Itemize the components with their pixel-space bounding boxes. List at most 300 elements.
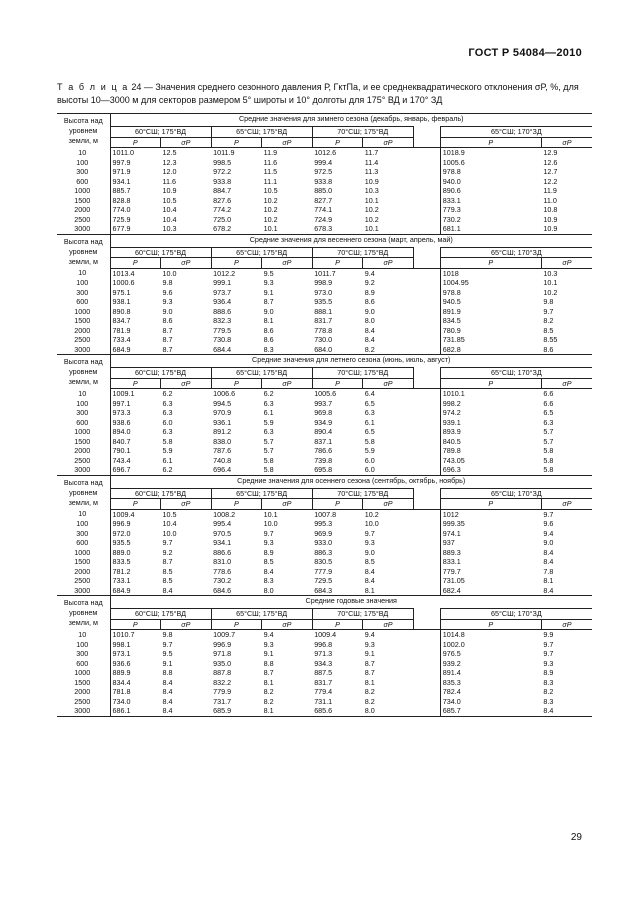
sigma-cell: 8.1 [263,677,274,687]
pressure-cell: 940.5 [440,297,541,307]
pressure-cell: 779.7 [440,567,541,577]
pressure-cell: 778.8 [314,325,333,335]
sigma-cell: 9.2 [162,547,173,557]
pressure-cell: 833.1 [440,196,541,206]
sigma-cell: 8.2 [263,696,274,706]
sector-label: 70°СШ; 175°ВД [312,609,413,620]
gap-cell [413,288,440,298]
sigma-cell: 8.4 [364,576,375,585]
table-caption-text: 24 — Значения среднего сезонного давления Р, ГктПа, и ее среднеквадратического отклонения σP, %, для высоты 10—3000 м для секторов размером 5° широты и 10° долготы для 175° ВД и 170° ЗД [57,82,579,105]
gap-cell [413,509,440,519]
sigma-cell: 8.4 [541,586,592,596]
pressure-cell: 1012.6 [314,148,337,157]
pressure-cell: 731.1 [314,696,333,706]
sigma-cell: 10.2 [263,205,278,214]
sigma-cell: 10.1 [263,509,278,519]
height-cell: 2000 [57,205,110,215]
pressure-cell: 1018.9 [440,148,541,158]
pressure-cell: 889.0 [112,547,131,557]
symbol-row [57,619,592,630]
pressure-cell: 997.9 [112,157,131,167]
sector-label: 65°СШ; 175°ВД [211,368,312,379]
height-cell: 100 [57,278,110,288]
sector-row [57,609,592,620]
pressure-cell: 833.5 [112,557,131,566]
pressure-cell: 1011.9 [213,148,235,157]
sector-row [57,247,592,258]
sigma-cell: 8.4 [162,696,173,706]
table-row [57,316,592,326]
pressure-cell: 934.1 [112,176,131,186]
sigma-cell: 8.7 [162,557,173,566]
pressure-cell: 731.05 [440,576,541,586]
height-cell: 1500 [57,437,110,447]
pressure-cell: 684.9 [110,345,161,355]
table-row [57,268,592,278]
sector-gap [413,368,440,379]
sigma-cell: 9.4 [543,528,554,538]
pressure-cell: 1018 [440,268,541,278]
height-cell: 3000 [57,465,110,475]
sigma-cell: 6.6 [543,389,554,398]
pressure-symbol: P [110,137,161,148]
sigma-cell: 12.3 [162,157,177,167]
sigma-cell: 10.3 [543,268,558,278]
sigma-cell: 6.0 [162,417,173,427]
pressure-cell: 684.4 [211,345,262,355]
pressure-cell: 978.8 [440,167,541,177]
pressure-cell: 685.9 [211,706,262,716]
height-cell: 1000 [57,548,110,558]
gap-cell [413,557,440,567]
sector-label: 65°СШ; 175°ВД [211,127,312,138]
sigma-cell: 10.2 [263,214,278,224]
pressure-cell: 696.7 [110,465,161,475]
pressure-cell: 837.1 [314,436,333,446]
height-cell: 2000 [57,687,110,697]
gap-cell [413,278,440,288]
pressure-cell: 1014.8 [440,630,541,640]
sigma-cell: 10.2 [364,205,379,214]
sigma-symbol: σP [161,137,212,148]
height-cell: 2500 [57,335,110,345]
sigma-symbol: σP [363,378,414,389]
pressure-cell: 936.6 [112,658,131,668]
height-cell: 2500 [57,456,110,466]
sigma-symbol: σP [262,619,313,630]
sigma-cell: 8.4 [541,706,592,716]
table-row [57,389,592,399]
sigma-cell: 9.1 [364,649,375,658]
pressure-cell: 1009.7 [213,630,236,639]
sigma-symbol: σP [363,619,414,630]
sigma-cell: 5.8 [263,455,274,465]
sigma-cell: 8.2 [263,687,274,696]
sigma-cell: 9.3 [364,538,375,547]
sigma-cell: 8.7 [162,335,173,344]
pressure-cell: 739.8 [314,455,333,465]
sigma-cell: 11.6 [162,176,177,186]
sigma-cell: 11.9 [543,186,557,195]
pressure-cell: 827.7 [314,195,333,205]
sigma-cell: 5.7 [543,436,554,446]
sigma-cell: 9.7 [263,528,274,538]
sigma-cell: 6.6 [543,398,554,408]
gap-cell [413,538,440,548]
sigma-cell: 11.0 [543,195,557,205]
sigma-symbol: σP [161,378,212,389]
sigma-cell: 10.1 [363,224,414,234]
pressure-symbol: P [440,137,541,148]
pressure-symbol: P [312,137,363,148]
sigma-cell: 8.0 [364,316,375,325]
gap-cell [413,678,440,688]
pressure-cell: 1010.7 [112,630,135,639]
pressure-cell: 995.3 [314,519,333,528]
pressure-cell: 997.1 [112,398,131,408]
table-row [57,224,592,234]
gap-cell [413,307,440,317]
sigma-cell: 10.9 [541,224,592,234]
sector-label: 60°СШ; 175°ВД [110,488,211,499]
pressure-cell: 733.4 [112,335,131,344]
sigma-cell: 9.1 [162,658,173,668]
pressure-cell: 730.2 [213,576,232,585]
sigma-cell: 8.7 [263,297,274,306]
table-row [57,668,592,678]
symbol-gap [413,258,440,269]
sigma-cell: 9.7 [543,509,554,519]
table-row [57,659,592,669]
sigma-cell: 10.2 [364,509,379,519]
sigma-cell: 8.6 [263,325,274,335]
gap-cell [413,706,440,716]
pressure-cell: 779.5 [213,325,232,335]
gap-cell [413,268,440,278]
pressure-cell: 774.2 [213,205,232,214]
sigma-cell: 8.1 [263,316,274,325]
sigma-cell: 8.4 [162,687,173,696]
block-title: Средние значения для весеннего сезона (март, апрель, май) [110,234,592,247]
table-row [57,278,592,288]
pressure-cell: 781.2 [112,566,131,576]
pressure-cell: 889.9 [112,668,131,677]
sigma-cell: 10.4 [162,519,177,528]
pressure-cell: 934.9 [314,417,333,427]
table-row [57,509,592,519]
pressure-cell: 779.4 [314,687,333,696]
sigma-cell: 6.2 [162,389,173,398]
pressure-cell: 1002.0 [440,640,541,650]
sigma-cell: 9.0 [543,538,554,547]
gap-cell [413,326,440,336]
sigma-cell: 10.1 [543,278,558,287]
sigma-cell: 10.8 [543,205,558,214]
pressure-cell: 1009.4 [112,509,135,519]
pressure-cell: 832.3 [213,316,232,325]
sigma-cell: 8.7 [364,668,375,677]
sigma-cell: 5.9 [263,417,274,427]
pressure-cell: 1013.4 [112,268,135,278]
gap-cell [413,316,440,326]
pressure-cell: 686.1 [110,706,161,716]
height-cell: 600 [57,297,110,307]
sigma-cell: 6.2 [161,465,212,475]
symbol-gap [413,378,440,389]
gap-cell [413,418,440,428]
pressure-cell: 890.8 [112,306,131,316]
sigma-cell: 9.6 [162,287,173,297]
sigma-cell: 9.3 [263,278,274,287]
symbol-row [57,137,592,148]
sigma-cell: 9.0 [162,306,173,316]
sigma-cell: 11.6 [263,157,278,167]
pressure-cell: 936.4 [213,297,232,306]
table-row [57,186,592,196]
sigma-symbol: σP [541,378,592,389]
block-title: Средние значения для зимнего сезона (декабрь, январь, февраль) [110,114,592,127]
sigma-cell: 8.4 [162,677,173,687]
gap-cell [413,297,440,307]
sigma-cell: 11.9 [263,148,278,157]
pressure-cell: 789.8 [440,446,541,456]
sigma-cell: 12.2 [543,176,558,186]
sigma-cell: 8.6 [364,297,375,306]
pressure-symbol: P [440,619,541,630]
sigma-symbol: σP [363,258,414,269]
gap-cell [413,177,440,187]
gap-cell [413,437,440,447]
pressure-cell: 685.7 [440,706,541,716]
pressure-cell: 995.4 [213,519,232,528]
pressure-cell: 730.2 [440,215,541,225]
block-title-row [57,596,592,609]
sigma-cell: 9.8 [162,278,173,287]
pressure-symbol: P [440,378,541,389]
height-cell: 2500 [57,215,110,225]
block-title-row [57,114,592,127]
sigma-cell: 6.0 [363,465,414,475]
table-row [57,408,592,418]
pressure-cell: 976.5 [440,649,541,659]
height-cell: 600 [57,659,110,669]
pressure-cell: 1012 [440,509,541,519]
height-header: Высота над уровнем земли, м [57,355,110,389]
pressure-cell: 838.0 [213,436,232,446]
height-cell: 300 [57,408,110,418]
pressure-cell: 681.1 [440,224,541,234]
table-row [57,706,592,716]
symbol-row [57,499,592,510]
sector-row [57,127,592,138]
height-cell: 2000 [57,446,110,456]
pressure-cell: 787.6 [213,446,232,455]
sigma-cell: 12.9 [543,148,558,157]
pressure-cell: 973.7 [213,287,232,297]
sigma-symbol: σP [363,499,414,510]
gap-cell [413,158,440,168]
sigma-cell: 8.4 [543,557,554,566]
sector-label: 70°СШ; 175°ВД [312,488,413,499]
symbol-gap [413,619,440,630]
sigma-cell: 10.0 [162,528,177,538]
pressure-cell: 998.5 [213,157,232,167]
sigma-cell: 8.7 [162,325,173,335]
pressure-cell: 779.9 [213,687,232,696]
sigma-cell: 6.3 [543,417,554,427]
sigma-cell: 10.4 [162,205,177,214]
pressure-cell: 934.3 [314,658,333,668]
sigma-cell: 9.3 [543,658,554,668]
gap-cell [413,408,440,418]
pressure-cell: 885.0 [314,186,333,195]
table-row [57,557,592,567]
pressure-cell: 1007.8 [314,509,337,519]
gap-cell [413,389,440,399]
sigma-cell: 9.4 [263,630,274,639]
sector-label: 65°СШ; 175°ВД [211,488,312,499]
height-cell: 10 [57,630,110,640]
gap-cell [413,456,440,466]
table-row [57,630,592,640]
pressure-cell: 1011.7 [314,268,336,278]
sigma-cell: 9.7 [162,639,173,649]
gap-cell [413,519,440,529]
pressure-cell: 972.2 [213,167,232,176]
height-cell: 600 [57,418,110,428]
table-row [57,465,592,475]
pressure-symbol: P [110,258,161,269]
pressure-cell: 974.1 [440,529,541,539]
table-row [57,326,592,336]
block-title: Средние значения для летнего сезона (июнь, июль, август) [110,355,592,368]
sigma-cell: 11.7 [364,148,379,157]
pressure-cell: 734.0 [112,696,131,706]
pressure-table [57,113,592,717]
sigma-symbol: σP [541,499,592,510]
gap-cell [413,640,440,650]
sigma-cell: 8.6 [162,316,173,325]
pressure-cell: 933.0 [314,538,333,547]
sigma-cell: 9.0 [364,547,375,557]
sigma-cell: 8.1 [363,586,414,596]
pressure-cell: 972.5 [314,167,333,176]
sigma-cell: 11.3 [364,167,379,176]
pressure-symbol: P [312,499,363,510]
sigma-cell: 6.3 [364,408,375,417]
sigma-symbol: σP [541,258,592,269]
pressure-cell: 998.2 [440,399,541,409]
pressure-cell: 974.2 [440,408,541,418]
sigma-cell: 6.3 [162,398,173,408]
pressure-cell: 834.4 [112,677,131,687]
pressure-cell: 973.0 [314,287,333,297]
sigma-cell: 8.2 [543,687,554,696]
pressure-cell: 685.6 [312,706,363,716]
sector-label: 65°СШ; 170°ЗД [440,609,592,620]
sector-label: 70°СШ; 175°ВД [312,247,413,258]
height-cell: 10 [57,148,110,158]
table-row [57,697,592,707]
sector-label: 65°СШ; 175°ВД [211,609,312,620]
pressure-cell: 830.5 [314,557,333,566]
pressure-cell: 935.0 [213,658,232,668]
pressure-cell: 1005.6 [440,158,541,168]
table-row [57,687,592,697]
height-cell: 1500 [57,316,110,326]
sigma-symbol: σP [161,258,212,269]
sigma-cell: 5.8 [162,436,173,446]
pressure-cell: 890.4 [314,427,333,436]
pressure-cell: 970.5 [213,528,232,538]
pressure-cell: 1009.1 [112,389,135,398]
table-row [57,678,592,688]
pressure-cell: 833.1 [440,557,541,567]
table-row [57,167,592,177]
pressure-cell: 731.85 [440,335,541,345]
pressure-cell: 999.35 [440,519,541,529]
pressure-cell: 935.5 [314,297,333,306]
gap-cell [413,529,440,539]
pressure-symbol: P [110,499,161,510]
pressure-cell: 786.6 [314,446,333,455]
sigma-cell: 12.6 [543,157,558,167]
gap-cell [413,548,440,558]
pressure-cell: 730.0 [314,335,333,344]
block-title: Средние значения для осеннего сезона (сентябрь, октябрь, ноябрь) [110,475,592,488]
pressure-cell: 1005.6 [314,389,337,398]
sigma-cell: 8.9 [543,668,554,677]
table-row [57,567,592,577]
height-cell: 300 [57,649,110,659]
pressure-cell: 840.7 [112,436,131,446]
sigma-cell: 11.5 [263,167,278,176]
sigma-cell: 8.4 [543,547,554,557]
table-row [57,205,592,215]
pressure-cell: 891.9 [440,307,541,317]
table-row [57,456,592,466]
sigma-cell: 9.1 [263,287,274,297]
gap-cell [413,224,440,234]
pressure-cell: 891.4 [440,668,541,678]
sigma-cell: 8.2 [363,345,414,355]
pressure-cell: 938.1 [112,297,131,306]
block-title-row [57,475,592,488]
sigma-cell: 8.6 [541,345,592,355]
sigma-cell: 8.0 [262,586,313,596]
sigma-cell: 9.3 [263,538,274,547]
sigma-cell: 10.1 [262,224,313,234]
pressure-cell: 831.7 [314,677,333,687]
sigma-cell: 10.5 [162,509,177,519]
height-cell: 100 [57,519,110,529]
pressure-cell: 724.9 [314,214,333,224]
pressure-cell: 936.1 [213,417,232,427]
sigma-cell: 10.2 [543,287,558,297]
sigma-cell: 5.8 [364,436,375,446]
sigma-cell: 6.3 [162,408,173,417]
pressure-symbol: P [110,378,161,389]
gap-cell [413,205,440,215]
gap-cell [413,586,440,596]
pressure-cell: 938.6 [112,417,131,427]
height-header: Высота над уровнем земли, м [57,234,110,268]
table-row [57,529,592,539]
pressure-cell: 734.0 [440,697,541,707]
pressure-symbol: P [110,619,161,630]
pressure-cell: 996.9 [112,519,131,528]
height-cell: 300 [57,288,110,298]
